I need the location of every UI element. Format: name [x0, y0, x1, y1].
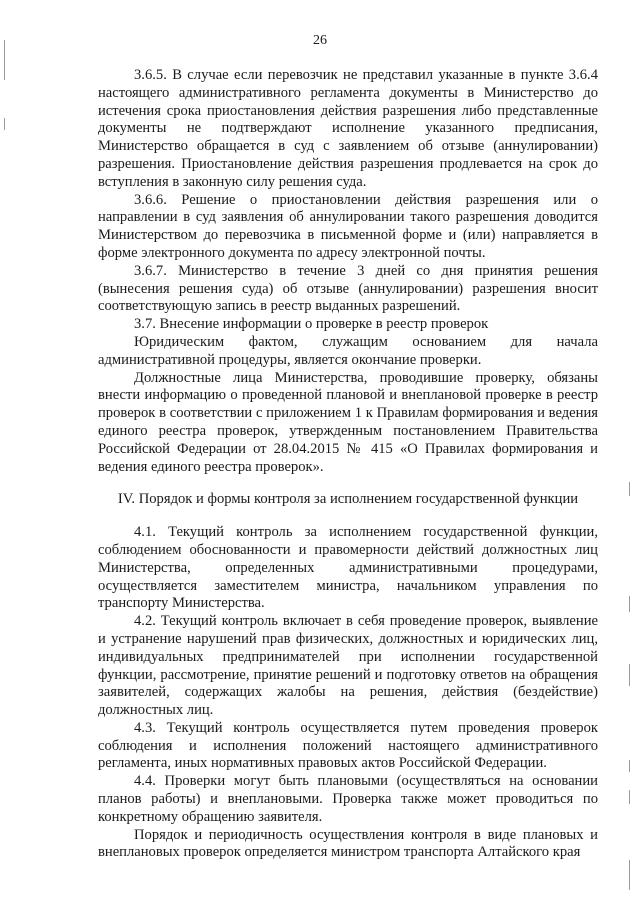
document-body — [98, 67, 598, 862]
paragraph-3-6-7: 3.6.7. Министерство в течение 3 дней со дня принятия решения (вынесения решения суда) об отзыве (аннулировании) разрешения вносит соответствующую запись в реестр выданных разрешений. — [98, 262, 598, 315]
scan-edge-mark — [629, 664, 630, 686]
scan-edge-mark — [629, 596, 630, 612]
paragraph-3-7-title: 3.7. Внесение информации о проверке в реестр проверок — [134, 316, 489, 333]
paragraph-4-3: 4.3. Текущий контроль осуществляется путем проведения проверок соблюдения и исполнения положений настоящего административного регламента, иных нормативных правовых актов Российской Федерации. — [98, 719, 598, 772]
paragraph-3-6-6: 3.6.6. Решение о приостановлении действия разрешения или о направлении в суд заявления об аннулировании такого разрешения доводится Министерством до перевозчика в письменной форме и (или) направляется в форме электронного документа по адресу электронной почты. — [98, 191, 598, 261]
scan-edge-mark — [629, 760, 630, 772]
scan-edge-mark — [4, 40, 5, 80]
paragraph-legal-fact: Юридическим фактом, служащим основанием для начала административной процедуры, является окончание проверки. — [98, 333, 598, 368]
paragraph-officials-registry: Должностные лица Министерства, проводившие проверку, обязаны внести информацию о проведенной плановой и внеплановой проверке в реестр проверок в соответствии с приложением 1 к Правилам формирования и ведения единого реестра проверок, утвержденным постановлением Правительства Российской Федерации от 28.04.2015 № 415 «О Правилах формирования и ведения единого реестра проверок». — [98, 369, 598, 475]
scan-edge-mark — [629, 790, 630, 804]
paragraph-inspection-order: Порядок и периодичность осуществления контроля в виде плановых и внеплановых проверок определяется министром транспорта Алтайского края — [98, 826, 598, 861]
paragraph-4-2: 4.2. Текущий контроль включает в себя проведение проверок, выявление и устранение нарушений прав физических, должностных и юридических лиц, индивидуальных предпринимателей при исполнении государственной функции, рассмотрение, принятие решений и подготовку ответов на обращения заявителей, содержащих жалобы на решения, действия (бездействие) должностных лиц. — [98, 613, 598, 719]
page-number: 26 — [313, 33, 327, 48]
scan-edge-mark — [4, 118, 5, 130]
paragraph-4-4: 4.4. Проверки могут быть плановыми (осуществляться на основании планов работы) и внеплановыми. Проверка также может проводиться по конкретному обращению заявителя. — [98, 773, 598, 825]
paragraph-4-1: 4.1. Текущий контроль за исполнением государственной функции, соблюдением обоснованности и правомерности действий должностных лиц Министерства, определенных административными процедурами, осуществляется заместителем министра, начальником управления по транспорту Министерства. — [98, 524, 598, 612]
scan-edge-mark — [629, 860, 630, 890]
paragraph-3-6-5: 3.6.5. В случае если перевозчик не представил указанные в пункте 3.6.4 настоящего административного регламента документы в Министерство до истечения срока приостановления действия разрешения либо представленные документы не подтверждают исполнение указанного предписания, Министерство обращается в суд с заявлением об отзыве (аннулировании) разрешения. Приостановление действия разрешения продлевается на срок до вступления в законную силу решения суда. — [98, 67, 598, 190]
section-heading-iv: IV. Порядок и формы контроля за исполнением государственной функции — [117, 491, 579, 508]
scan-edge-mark — [629, 482, 630, 496]
